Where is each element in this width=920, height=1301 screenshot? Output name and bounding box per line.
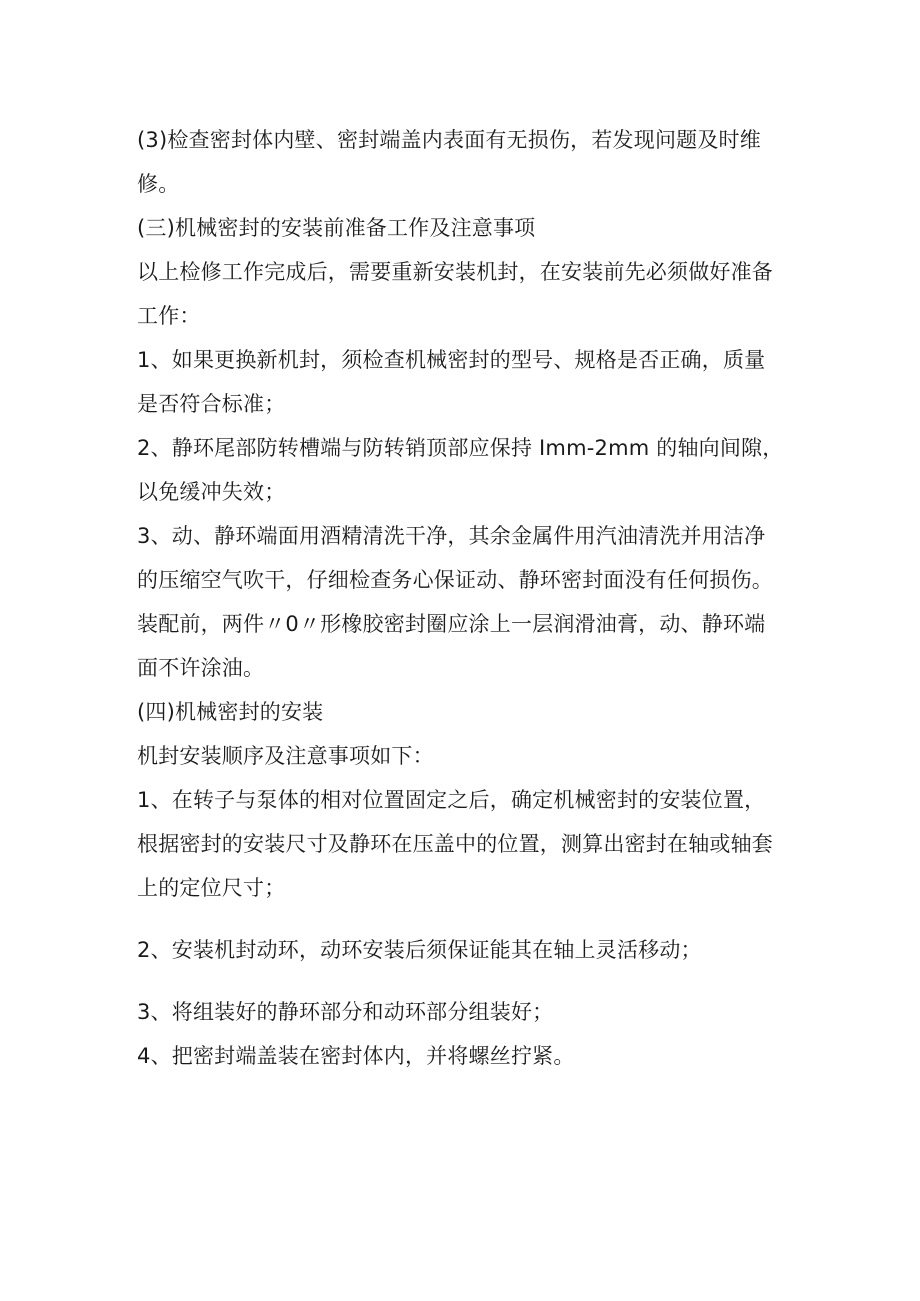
- list-item-3-line-2: 的压缩空气吹干，仔细检查务心保证动、静环密封面没有任何损伤。: [137, 568, 773, 592]
- install-step-3: 3、将组装好的静环部分和动环部分组装好；: [137, 1000, 554, 1024]
- list-item-2-line-1: 2、静环尾部防转槽端与防转销顶部应保持 Imm-2mm 的轴向间隙，: [137, 436, 784, 460]
- text-line-2: 修。: [137, 172, 180, 196]
- section-heading-3: (三)机械密封的安装前准备工作及注意事项: [137, 216, 536, 240]
- list-item-3-line-1: 3、动、静环端面用酒精清洗干净，其余金属件用汽油清洗并用洁净: [137, 524, 766, 548]
- install-step-2: 2、安装机封动环，动环安装后须保证能其在轴上灵活移动；: [137, 938, 702, 962]
- list-item-3-line-3: 装配前，两件〃0〃形橡胶密封圈应涂上一层润滑油膏，动、静环端: [137, 612, 766, 636]
- text-line-intro: 机封安装顺序及注意事项如下：: [137, 744, 434, 768]
- install-step-4: 4、把密封端盖装在密封体内，并将螺丝拧紧。: [137, 1044, 575, 1068]
- text-line-1: (3)检查密封体内壁、密封端盖内表面有无损伤，若发现问题及时维: [137, 128, 761, 152]
- install-step-1-line-2: 根据密封的安装尺寸及静环在压盖中的位置，测算出密封在轴或轴套: [137, 832, 773, 856]
- list-item-1-line-2: 是否符合标准；: [137, 392, 286, 416]
- text-line-4: 以上检修工作完成后，需要重新安装机封，在安装前先必须做好准备: [137, 260, 773, 284]
- list-item-2-line-2: 以免缓冲失效；: [137, 480, 286, 504]
- list-item-1-line-1: 1、如果更换新机封，须检查机械密封的型号、规格是否正确，质量: [137, 348, 766, 372]
- list-item-3-line-4: 面不许涂油。: [137, 656, 265, 680]
- install-step-1-line-1: 1、在转子与泵体的相对位置固定之后，确定机械密封的安装位置，: [137, 788, 766, 812]
- section-heading-4: (四)机械密封的安装: [137, 700, 324, 724]
- document-body: [137, 118, 797, 1078]
- text-line-5: 工作：: [137, 304, 201, 328]
- install-step-1-line-3: 上的定位尺寸；: [137, 876, 286, 900]
